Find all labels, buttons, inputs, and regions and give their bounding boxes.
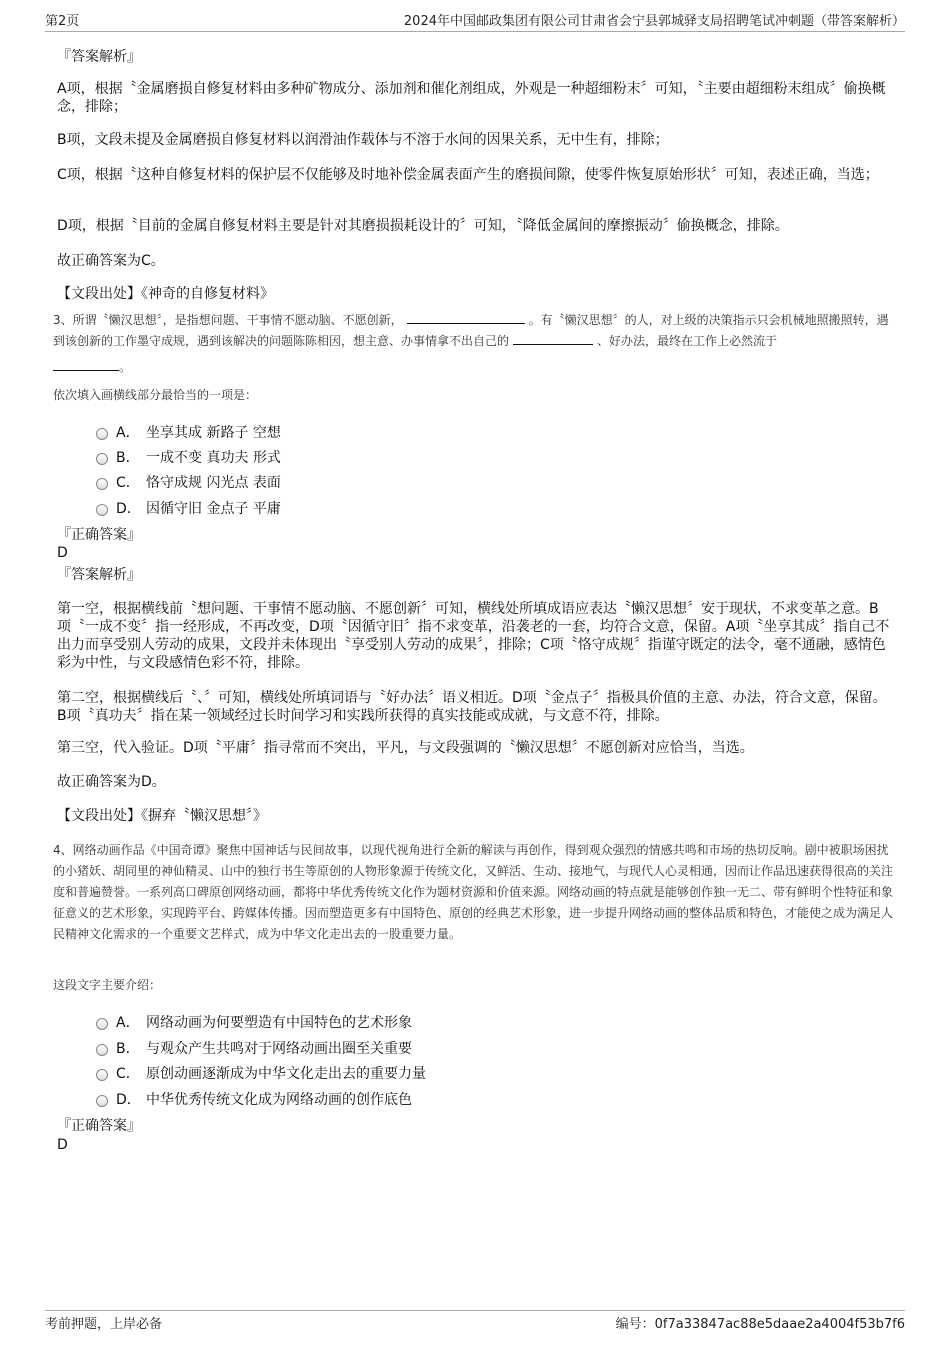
answer-label: 『正确答案』 bbox=[57, 1118, 141, 1134]
option-text: 因循守旧 金点子 平庸 bbox=[146, 501, 281, 517]
header-divider bbox=[45, 31, 905, 32]
analysis-para-2: 第二空，根据横线后〝、〞可知，横线处所填词语与〝好办法〞语义相近。D项〝金点子〞指极具价值的主意、办法，符合文意，保留。B项〝真功夫〞指在某一领域经过长时间学习和实践所获得的真实技能或成就，与文意不符，排除。 bbox=[57, 690, 887, 724]
blank-2 bbox=[513, 332, 593, 345]
radio-button[interactable] bbox=[96, 1018, 108, 1030]
option-letter: C． bbox=[116, 475, 140, 491]
q3-text-2: 。有〝懒汉思想〞的人，对上级的决策指示只会机械地照搬照转，遇到该创新的工作墨守成规，遇到该解决的问题陈陈相因，想主意、办事情拿不出自己的 bbox=[53, 313, 889, 348]
q4-option-c[interactable] bbox=[96, 1063, 426, 1083]
option-text: 一成不变 真功夫 形式 bbox=[146, 450, 281, 466]
q4-option-a[interactable] bbox=[96, 1012, 412, 1032]
option-letter: B． bbox=[116, 450, 140, 466]
analysis-label: 『答案解析』 bbox=[57, 567, 141, 583]
analysis-option-c: C项，根据〝这种自修复材料的保护层不仅能够及时地补偿金属表面产生的磨损间隙，使零件恢复原始形状〞可知，表述正确，当选； bbox=[57, 167, 879, 183]
blank-3 bbox=[53, 358, 119, 371]
analysis-option-a: A项，根据〝金属磨损自修复材料由多种矿物成分、添加剂和催化剂组成，外观是一种超细粉末〞可知，〝主要由超细粉末组成〞偷换概念，排除； bbox=[57, 81, 886, 115]
q3-text-4: 。 bbox=[119, 360, 132, 374]
code-value: 0f7a33847ac88e5daae2a4004f53b7f6 bbox=[654, 1317, 905, 1332]
q3-text-1: 3、所谓〝懒汉思想〞，是指想问题、干事情不愿动脑、不愿创新， bbox=[53, 313, 403, 327]
analysis-option-d: D项，根据〝目前的金属自修复材料主要是针对其磨损损耗设计的〞可知，〝降低金属间的摩擦振动〞偷换概念，排除。 bbox=[57, 218, 789, 234]
option-letter: A． bbox=[116, 1015, 140, 1031]
q3-text-3: 、好办法，最终在工作上必然流于 bbox=[597, 334, 778, 348]
radio-button[interactable] bbox=[96, 428, 108, 440]
source: 【文段出处】《神奇的自修复材料》 bbox=[57, 286, 274, 302]
question-3-prompt: 依次填入画横线部分最恰当的一项是： bbox=[53, 388, 258, 402]
q3-option-d[interactable] bbox=[96, 498, 281, 518]
radio-button[interactable] bbox=[96, 1069, 108, 1081]
radio-button[interactable] bbox=[96, 1095, 108, 1107]
option-letter: B． bbox=[116, 1041, 140, 1057]
answer-value: D bbox=[57, 1137, 68, 1153]
option-text: 网络动画为何要塑造有中国特色的艺术形象 bbox=[146, 1015, 412, 1031]
radio-button[interactable] bbox=[96, 504, 108, 516]
question-4-text: 4、网络动画作品《中国奇谭》聚焦中国神话与民间故事，以现代视角进行全新的解读与再创作，得到观众强烈的情感共鸣和市场的热切反响。剧中被职场困扰的小猪妖、胡同里的神仙精灵、山中的独行书生等原创的人物形象源于传统文化，又鲜活、生动、接地气，与现代人心灵相通，因而让作品迅速获得很高的关注度和普遍赞誉。一系列高口碑原创网络动画，都将中华优秀传统文化作为题材资源和价值来源。网络动画的特点就是能够创作独一无二、带有鲜明个性特征和象征意义的艺术形象，实现跨平台、跨媒体传播。因而塑造更多有中国特色、原创的经典艺术形象，进一步提升网络动画的整体品质和特色，才能使之成为满足人民精神文化需求的一个重要文艺样式，成为中华文化走出去的一股重要力量。 bbox=[53, 843, 894, 941]
option-letter: C． bbox=[116, 1066, 140, 1082]
option-letter: A． bbox=[116, 425, 140, 441]
radio-button[interactable] bbox=[96, 1044, 108, 1056]
q3-option-c[interactable] bbox=[96, 472, 281, 492]
q3-option-a[interactable] bbox=[96, 422, 281, 442]
analysis-para-3: 第三空，代入验证。D项〝平庸〞指寻常而不突出，平凡，与文段强调的〝懒汉思想〞不愿创新对应恰当，当选。 bbox=[57, 740, 754, 756]
blank-1 bbox=[407, 311, 525, 324]
option-text: 原创动画逐渐成为中华文化走出去的重要力量 bbox=[146, 1066, 426, 1082]
page-number: 第2页 bbox=[45, 14, 80, 29]
radio-button[interactable] bbox=[96, 478, 108, 490]
option-letter: D． bbox=[116, 501, 141, 517]
conclusion: 故正确答案为C。 bbox=[57, 253, 165, 269]
answer-label: 『正确答案』 bbox=[57, 527, 141, 543]
footer-slogan: 考前押题，上岸必备 bbox=[45, 1317, 163, 1332]
option-text: 中华优秀传统文化成为网络动画的创作底色 bbox=[146, 1092, 412, 1108]
footer-divider bbox=[45, 1310, 905, 1311]
analysis-label: 『答案解析』 bbox=[57, 49, 141, 65]
question-4-prompt: 这段文字主要介绍： bbox=[53, 978, 162, 992]
question-3-text bbox=[53, 310, 898, 378]
option-text: 恪守成规 闪光点 表面 bbox=[146, 475, 281, 491]
document-title: 2024年中国邮政集团有限公司甘肃省会宁县郭城驿支局招聘笔试冲刺题（带答案解析） bbox=[403, 14, 905, 29]
option-text: 坐享其成 新路子 空想 bbox=[146, 425, 281, 441]
source: 【文段出处】《摒弃〝懒汉思想〞》 bbox=[57, 808, 267, 824]
q4-option-d[interactable] bbox=[96, 1089, 412, 1109]
q4-option-b[interactable] bbox=[96, 1038, 412, 1058]
option-letter: D． bbox=[116, 1092, 141, 1108]
analysis-option-b: B项，文段未提及金属磨损自修复材料以润滑油作载体与不溶于水间的因果关系，无中生有，排除； bbox=[57, 132, 669, 148]
answer-value: D bbox=[57, 545, 68, 561]
document-code bbox=[616, 1313, 905, 1332]
radio-button[interactable] bbox=[96, 453, 108, 465]
code-label: 编号： bbox=[615, 1317, 655, 1332]
analysis-para-1: 第一空，根据横线前〝想问题、干事情不愿动脑、不愿创新〞可知，横线处所填成语应表达〝懒汉思想〞安于现状，不求变革之意。B项〝一成不变〞指一经形成，不再改变，D项〝因循守旧〞指不求变革，沿袭老的一套，均符合文意，保留。A项〝坐享其成〞指自己不出力而享受别人劳动的成果，文段并未体现出〝享受别人劳动的成果〞，排除；C项〝恪守成规〞指谨守既定的法令，毫不通融，感情色彩为中性，与文段感情色彩不符，排除。 bbox=[57, 601, 890, 671]
conclusion: 故正确答案为D。 bbox=[57, 774, 166, 790]
option-text: 与观众产生共鸣对于网络动画出圈至关重要 bbox=[146, 1041, 412, 1057]
q3-option-b[interactable] bbox=[96, 447, 281, 467]
